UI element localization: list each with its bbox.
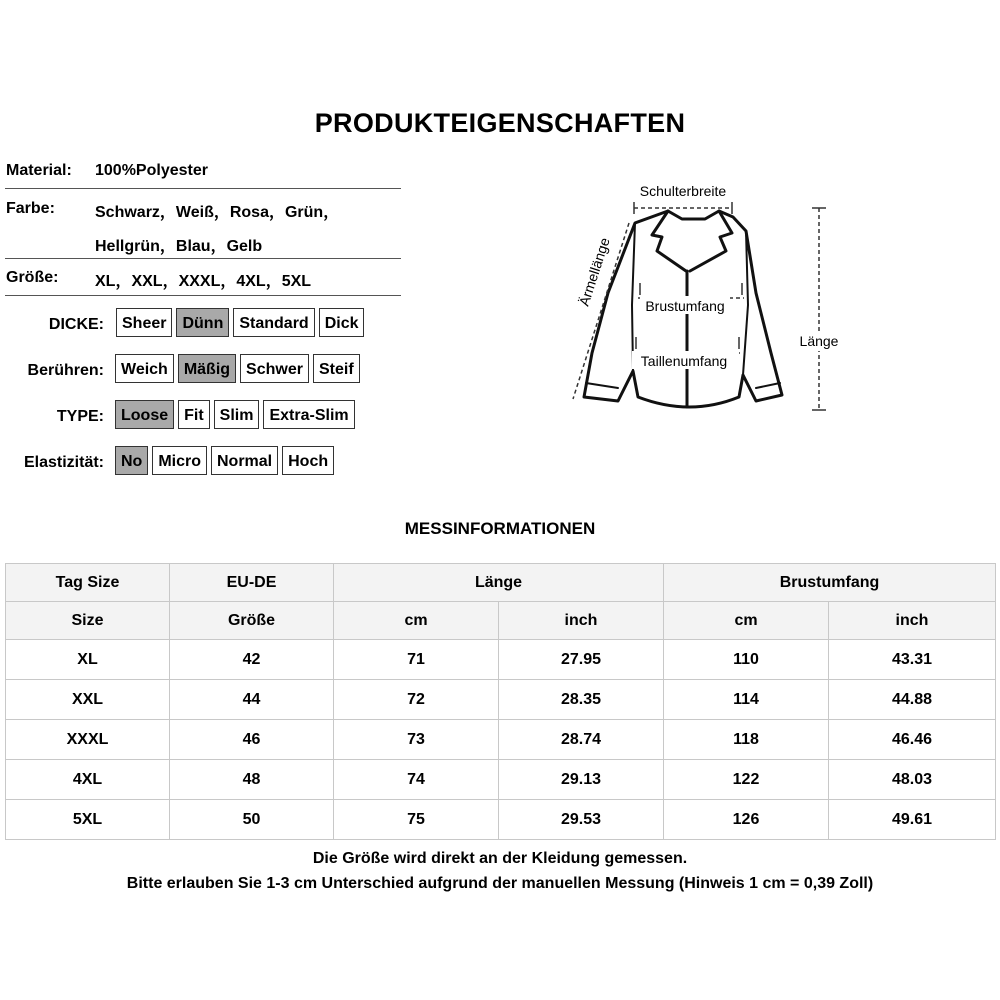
option-chip: Weich — [115, 354, 174, 383]
option-chip: Sheer — [116, 308, 172, 337]
table-row — [6, 680, 996, 720]
table-cell: XL — [6, 640, 170, 680]
table-header-cell: cm — [664, 602, 829, 640]
table-subheader-row — [6, 602, 996, 640]
length-label: Länge — [799, 333, 839, 349]
option-chip: Extra-Slim — [263, 400, 354, 429]
elasticity-options — [115, 446, 334, 475]
thickness-options — [116, 308, 364, 337]
divider — [5, 258, 401, 259]
table-cell: 46.46 — [829, 720, 996, 760]
table-header-row — [6, 564, 996, 602]
table-cell: 114 — [664, 680, 829, 720]
option-chip: Fit — [178, 400, 210, 429]
option-chip: Mäßig — [178, 354, 236, 383]
table-header-cell: Länge — [334, 564, 664, 602]
touch-label: Berühren: — [27, 362, 104, 379]
jacket-measurement-diagram — [560, 175, 860, 425]
size-value: XL，XXL，XXXL，4XL，5XL — [95, 273, 312, 290]
table-row — [6, 760, 996, 800]
table-header-cell: Size — [6, 602, 170, 640]
option-chip: Schwer — [240, 354, 309, 383]
material-label: Material: — [6, 162, 72, 179]
option-chip: Hoch — [282, 446, 334, 475]
table-header-cell: Brustumfang — [664, 564, 996, 602]
table-header-cell: Tag Size — [6, 564, 170, 602]
table-cell: 48.03 — [829, 760, 996, 800]
option-chip: Loose — [115, 400, 174, 429]
table-cell: 46 — [170, 720, 334, 760]
table-cell: 5XL — [6, 800, 170, 840]
table-cell: XXXL — [6, 720, 170, 760]
elasticity-label: Elastizität: — [23, 454, 104, 471]
table-header-cell: inch — [829, 602, 996, 640]
material-value: 100%Polyester — [95, 162, 208, 179]
table-header-cell: inch — [499, 602, 664, 640]
table-row — [6, 720, 996, 760]
table-cell: 110 — [664, 640, 829, 680]
table-body — [6, 640, 996, 840]
table-cell: 126 — [664, 800, 829, 840]
option-chip: Micro — [152, 446, 207, 475]
table-cell: 29.13 — [499, 760, 664, 800]
table-cell: 4XL — [6, 760, 170, 800]
table-cell: 122 — [664, 760, 829, 800]
table-cell: 28.74 — [499, 720, 664, 760]
sleeve-length-label: Ärmellänge — [575, 235, 613, 308]
note-line-1: Die Größe wird direkt an der Kleidung gemessen. — [312, 850, 688, 867]
divider — [5, 295, 401, 296]
color-value-line1: Schwarz，Weiß，Rosa，Grün， — [95, 204, 340, 221]
table-cell: 74 — [334, 760, 499, 800]
table-cell: 44 — [170, 680, 334, 720]
table-cell: 49.61 — [829, 800, 996, 840]
option-chip: No — [115, 446, 148, 475]
option-chip: Steif — [313, 354, 360, 383]
option-chip: Standard — [233, 308, 314, 337]
table-cell: 72 — [334, 680, 499, 720]
table-row — [6, 800, 996, 840]
table-cell: 27.95 — [499, 640, 664, 680]
page-title: PRODUKTEIGENSCHAFTEN — [314, 108, 686, 138]
table-cell: 73 — [334, 720, 499, 760]
table-cell: 118 — [664, 720, 829, 760]
table-cell: 29.53 — [499, 800, 664, 840]
table-cell: 44.88 — [829, 680, 996, 720]
option-chip: Dünn — [176, 308, 229, 337]
measure-title: MESSINFORMATIONEN — [404, 519, 596, 538]
table-header-cell: cm — [334, 602, 499, 640]
note-line-2: Bitte erlauben Sie 1-3 cm Unterschied aufgrund der manuellen Messung (Hinweis 1 cm = 0,39 Zoll) — [126, 875, 874, 892]
table-cell: 28.35 — [499, 680, 664, 720]
divider — [5, 188, 401, 189]
option-chip: Dick — [319, 308, 365, 337]
table-cell: 71 — [334, 640, 499, 680]
touch-options — [115, 354, 360, 383]
size-table — [5, 563, 996, 840]
color-value-line2: Hellgrün，Blau，Gelb — [95, 238, 263, 255]
thickness-label: DICKE: — [48, 316, 104, 333]
option-chip: Normal — [211, 446, 278, 475]
table-cell: XXL — [6, 680, 170, 720]
table-cell: 75 — [334, 800, 499, 840]
type-options — [115, 400, 355, 429]
shoulder-width-label: Schulterbreite — [639, 183, 727, 199]
waist-label: Taillenumfang — [640, 353, 728, 369]
table-cell: 50 — [170, 800, 334, 840]
table-row — [6, 640, 996, 680]
size-label: Größe: — [6, 269, 59, 286]
chest-label: Brustumfang — [645, 298, 725, 314]
color-label: Farbe: — [6, 200, 55, 217]
table-cell: 42 — [170, 640, 334, 680]
type-label: TYPE: — [56, 408, 104, 425]
table-cell: 48 — [170, 760, 334, 800]
table-cell: 43.31 — [829, 640, 996, 680]
table-header-cell: EU-DE — [170, 564, 334, 602]
option-chip: Slim — [214, 400, 260, 429]
table-header-cell: Größe — [170, 602, 334, 640]
